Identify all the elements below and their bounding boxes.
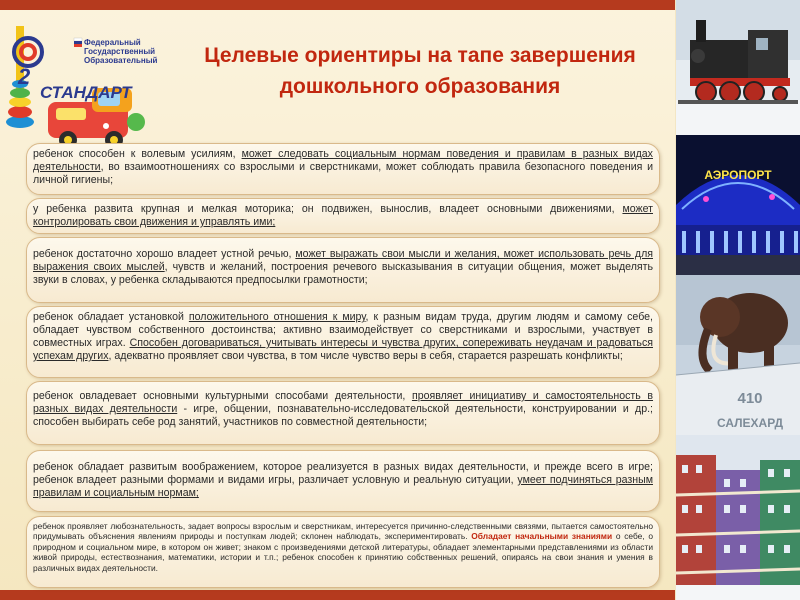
photo-column — [676, 0, 800, 600]
item-text: , чувств и желаний, построения речевого высказывания в ситуации общения, может выделять звуки в словах, у ребенка складываются предпосылки грамотности; — [33, 261, 653, 286]
item-text: ребенок способен к волевым усилиям, — [33, 148, 242, 160]
page-title — [180, 40, 660, 102]
list-item-text — [33, 311, 653, 363]
list-item — [26, 450, 660, 512]
monument-text: САЛЕХАРД — [716, 416, 784, 430]
logo-line-2: Государственный — [84, 47, 156, 56]
item-text: , во взаимоотношениях со взрослыми и сверстниками, может соблюдать правила безопасного поведения и личной гигиены; — [33, 161, 653, 186]
bottom-decorative-strip — [0, 590, 675, 600]
mammoth-monument-photo — [676, 275, 800, 435]
item-text: о себе, о природном и социальном мире, в котором он живет; знаком с произведениями детской литературы, обладает элементарными представлениями из области живой природы, естествознания, математики, истории и т.п.; ребенок способен к принятию собственных решений, опираясь на свои знания и умения в различных видах деятельности. — [33, 531, 654, 573]
list-item — [26, 237, 660, 303]
airport-sign: АЭРОПОРТ — [704, 168, 772, 182]
item-emphasis: может следовать социальным нормам поведения и правилам в разных видах деятельности — [33, 148, 653, 173]
airport-photo — [676, 135, 800, 275]
locomotive-photo — [676, 0, 800, 135]
city-buildings-photo — [676, 435, 800, 600]
list-item-text — [33, 461, 653, 500]
item-text: , к разным видам труда, другим людям и самому себе, обладает чувством собственного достоинства; активно взаимодействует со сверстниками и взрослыми, участвует в совместных играх. — [33, 311, 653, 349]
list-item-text — [33, 248, 653, 287]
list-item-text — [33, 390, 653, 429]
mammoth-image — [676, 275, 800, 435]
monument-number: 410 — [737, 390, 763, 407]
title-line-2: дошкольного образования — [279, 75, 561, 98]
item-emphasis: Способен договариваться, учитывать интересы и чувства других, сопереживать неудачам и радоваться успехам других — [33, 337, 653, 362]
item-text: ребенок обладает развитым воображением, которое реализуется в разных видах деятельности, и прежде всего в игре; ребенок владеет разными формами и видами игры, различает условную и реальную ситуации, — [33, 461, 653, 486]
item-emphasis: положительного отношения к миру — [188, 311, 366, 323]
logo-line-1: Федеральный — [84, 38, 141, 47]
logo-brand: СТАНДАРТ — [40, 83, 132, 102]
item-text: у ребенка развита крупная и мелкая моторика; он подвижен, вынослив, владеет основными движениями, — [33, 203, 623, 215]
locomotive-image — [676, 0, 800, 135]
list-item — [26, 306, 660, 378]
item-text: - игре, общении, познавательно-исследовательской деятельности, конструировании и др.; способен выбирать себе род занятий, участников по совместной деятельности; — [33, 403, 653, 428]
title-line-1: Целевые ориентиры на тапе завершения — [204, 44, 636, 67]
fgos-logo — [6, 22, 156, 150]
list-item-text — [33, 521, 653, 573]
item-text: ребенок проявляет любознательность, задает вопросы взрослым и сверстникам, интересуется причинно-следственными связями, пытается самостоятельно придумывать объяснения явлениям природы и поступкам людей; склонен наблюдать, экспериментировать. — [33, 521, 653, 542]
list-item-text — [33, 203, 653, 229]
list-item-text — [33, 148, 653, 187]
top-decorative-strip — [0, 0, 675, 10]
list-item — [26, 143, 660, 195]
logo-brand-prefix: 2 — [18, 64, 31, 89]
item-emphasis: проявляет инициативу и самостоятельность в разных видах деятельности — [33, 390, 654, 415]
airport-image — [676, 135, 800, 275]
logo-line-3: Образовательный — [84, 56, 158, 65]
item-emphasis: Обладает начальными знаниями — [471, 531, 613, 542]
item-emphasis: может выражать свои мысли и желания, может использовать речь для выражения своих мыслей — [33, 248, 653, 273]
buildings-image — [676, 435, 800, 600]
item-emphasis: умеет подчиняться разным правилам и социальным нормам; — [33, 474, 653, 499]
list-item — [26, 516, 660, 588]
item-emphasis: может контролировать свои движения и управлять ими; — [33, 203, 653, 228]
item-text: ребенок обладает установкой — [33, 311, 189, 323]
item-text: ребенок достаточно хорошо владеет устной речью, — [33, 248, 296, 260]
list-item — [26, 381, 660, 445]
item-text: ребенок овладевает основными культурными способами деятельности, — [33, 390, 412, 402]
list-item — [26, 198, 660, 234]
item-text: , адекватно проявляет свои чувства, в том числе чувство веры в себя, старается разрешать конфликты; — [108, 350, 623, 362]
